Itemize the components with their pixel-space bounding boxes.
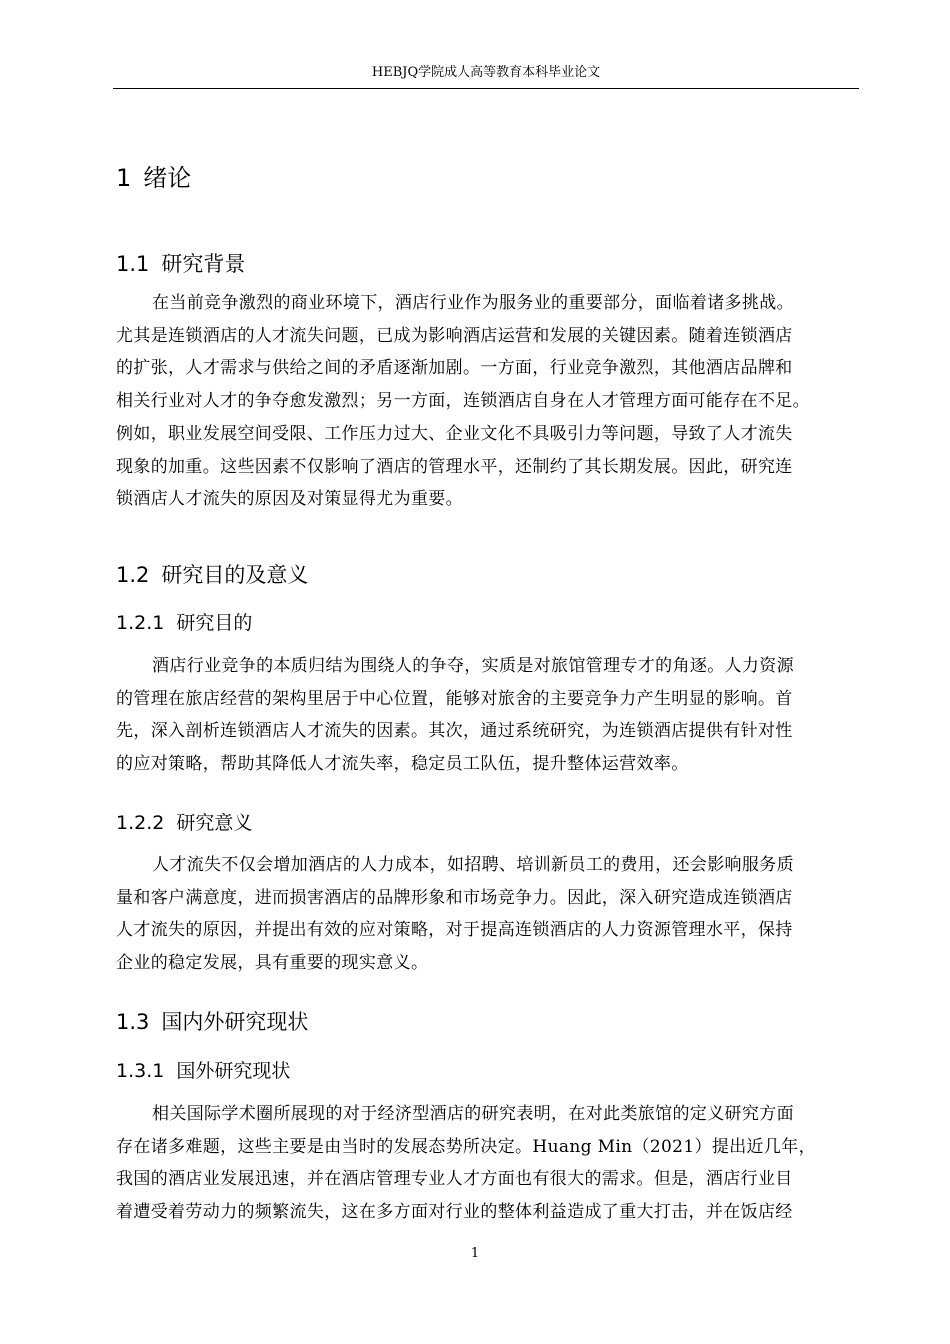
paragraph-background — [116, 287, 858, 516]
text-line: 着遭受着劳动力的频繁流失，这在多方面对行业的整体利益造成了重大打击，并在饭店经 — [116, 1202, 793, 1223]
text-line: 量和客户满意度，进而损害酒店的品牌形象和市场竞争力。因此，深入研究造成连锁酒店 — [116, 887, 793, 908]
page-number: 1 — [470, 1246, 480, 1261]
paragraph-foreign-research — [116, 1098, 858, 1229]
text-line: 例如，职业发展空间受限、工作压力过大、企业文化不具吸引力等问题，导致了人才流失 — [116, 423, 793, 444]
chapter-number: 1 — [116, 164, 132, 192]
subsection-title: 研究意义 — [176, 812, 253, 834]
subsection-number: 1.2.1 — [116, 612, 165, 634]
section-heading-1-2 — [116, 560, 308, 590]
text-line: 在当前竞争激烈的商业环境下，酒店行业作为服务业的重要部分，面临着诸多挑战。 — [152, 293, 794, 313]
subsection-title: 国外研究现状 — [176, 1060, 291, 1082]
subsection-number: 1.2.2 — [116, 812, 165, 834]
section-number: 1.2 — [116, 563, 150, 587]
subsection-number: 1.3.1 — [116, 1060, 165, 1082]
section-title: 研究目的及意义 — [161, 563, 309, 587]
paragraph-purpose — [116, 650, 858, 781]
text-line: 人才流失的原因，并提出有效的应对策略，对于提高连锁酒店的人力资源管理水平，保持 — [116, 920, 793, 941]
paragraph-significance — [116, 849, 858, 980]
text-line: 尤其是连锁酒店的人才流失问题，已成为影响酒店运营和发展的关键因素。随着连锁酒店 — [116, 325, 793, 346]
running-header: HEBJQ学院成人高等教育本科毕业论文 — [371, 65, 601, 80]
chapter-heading — [116, 162, 191, 194]
section-number: 1.1 — [116, 252, 150, 276]
subsection-heading-1-3-1 — [116, 1057, 290, 1085]
section-number: 1.3 — [116, 1010, 150, 1034]
section-heading-1-3 — [116, 1007, 308, 1037]
section-title: 国内外研究现状 — [161, 1010, 309, 1034]
text-line: 锁酒店人才流失的原因及对策显得尤为重要。 — [116, 489, 463, 510]
text-line: 先，深入剖析连锁酒店人才流失的因素。其次，通过系统研究，为连锁酒店提供有针对性 — [116, 721, 793, 742]
text-line: 存在诸多难题，这些主要是由当时的发展态势所决定。Huang Min（2021）提出近几年， — [116, 1136, 816, 1157]
subsection-title: 研究目的 — [176, 612, 253, 634]
section-title: 研究背景 — [161, 252, 246, 276]
text-line: 的扩张，人才需求与供给之间的矛盾逐渐加剧。一方面，行业竞争激烈，其他酒店品牌和 — [116, 358, 793, 379]
text-line: 企业的稳定发展，具有重要的现实意义。 — [116, 953, 429, 974]
text-line: 相关国际学术圈所展现的对于经济型酒店的研究表明，在对此类旅馆的定义研究方面 — [152, 1104, 794, 1124]
text-line: 的管理在旅店经营的架构里居于中心位置，能够对旅舍的主要竞争力产生明显的影响。首 — [116, 688, 793, 709]
header-rule — [113, 88, 859, 89]
text-line: 我国的酒店业发展迅速，并在酒店管理专业人才方面也有很大的需求。但是，酒店行业目 — [116, 1169, 793, 1190]
text-line: 现象的加重。这些因素不仅影响了酒店的管理水平，还制约了其长期发展。因此，研究连 — [116, 456, 793, 477]
subsection-heading-1-2-1 — [116, 609, 252, 637]
text-line: 酒店行业竞争的本质归结为围绕人的争夺，实质是对旅馆管理专才的角逐。人力资源 — [152, 656, 794, 676]
chapter-title: 绪论 — [143, 164, 192, 192]
text-line: 人才流失不仅会增加酒店的人力成本，如招聘、培训新员工的费用，还会影响服务质 — [152, 855, 794, 875]
subsection-heading-1-2-2 — [116, 809, 252, 837]
text-line: 的应对策略，帮助其降低人才流失率，稳定员工队伍，提升整体运营效率。 — [116, 754, 689, 775]
section-heading-1-1 — [116, 249, 245, 279]
text-line: 相关行业对人才的争夺愈发激烈；另一方面，连锁酒店自身在人才管理方面可能存在不足。 — [116, 391, 810, 412]
